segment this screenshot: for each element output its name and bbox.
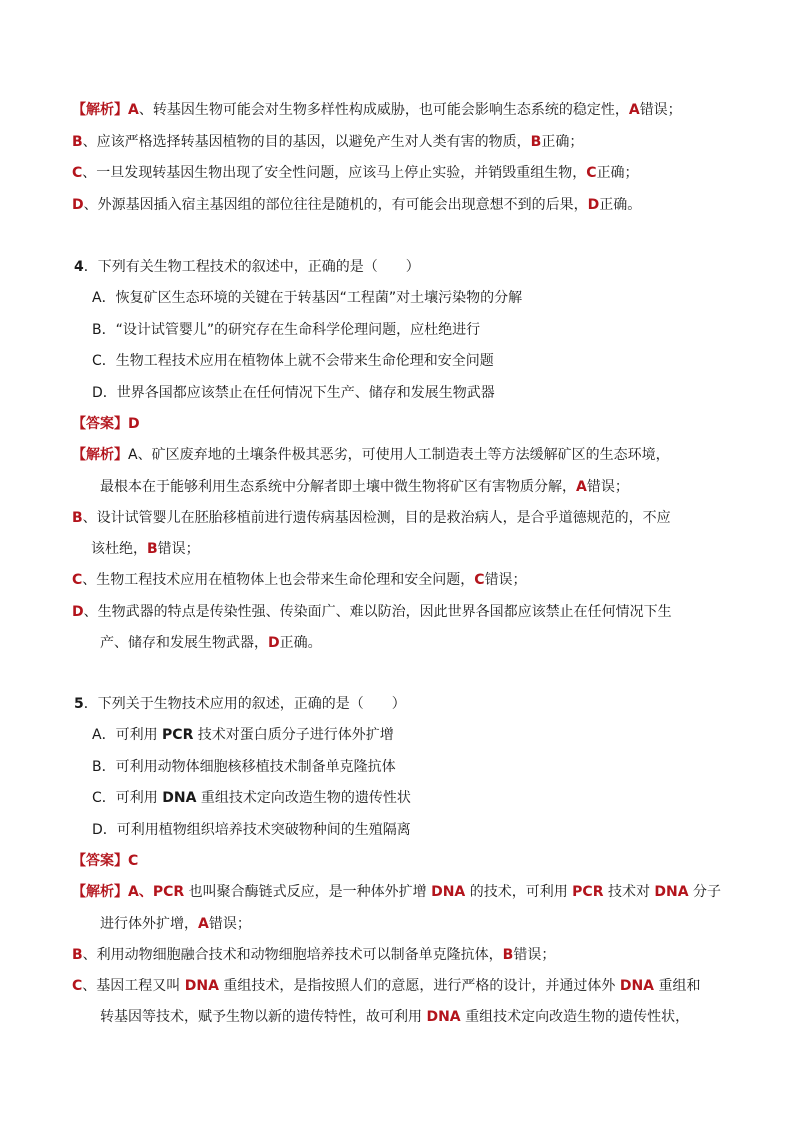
answer-value: C: [128, 853, 139, 869]
analysis-term: DNA: [654, 884, 689, 900]
option-letter: C: [72, 165, 83, 181]
analysis-text: 重组和: [654, 978, 701, 994]
option-letter: C: [72, 572, 83, 588]
q4-option-a: [92, 288, 522, 308]
verdict-letter: B: [530, 134, 542, 150]
analysis-text: 产、储存和发展生物武器，: [100, 635, 268, 651]
analysis-text: 、生物武器的特点是传染性强、传染面广、难以防治，因此世界各国都应该禁止在任何情况下生: [83, 604, 672, 620]
analysis-term: DNA: [619, 978, 655, 994]
analysis-term: DNA: [426, 1009, 461, 1025]
option-text: 技术对蛋白质分子进行体外扩增: [193, 727, 394, 743]
analysis-label: 【解析】: [72, 447, 128, 463]
option-text: 重组技术定向改造生物的遗传性状: [196, 790, 411, 806]
option-letter: B: [72, 510, 83, 526]
option-letter: D: [72, 197, 84, 213]
analysis-text: 的技术，可利用: [465, 884, 573, 900]
analysis-text: 、外源基因插入宿主基因组的部位往往是随机的，有可能会出现意想不到的后果，: [83, 197, 588, 213]
q4-option-c: [92, 351, 494, 371]
verdict-text: 错误；: [513, 947, 556, 963]
verdict-letter: D: [587, 197, 600, 213]
option-letter: B: [72, 134, 83, 150]
q4-analysis-c1: [72, 570, 527, 590]
top-analysis-line-a: [72, 100, 682, 120]
q5-option-b: [92, 757, 396, 777]
verdict-letter: A: [576, 479, 587, 495]
option-text: ．“设计试管婴儿”的研究存在生命科学伦理问题，应杜绝进行: [101, 322, 481, 338]
q4-answer: [72, 414, 140, 434]
answer-value: D: [128, 416, 140, 432]
analysis-text: 该杜绝，: [91, 541, 147, 557]
option-letter: C: [92, 790, 102, 806]
q4-analysis-b1: [72, 508, 671, 528]
question-number: 4: [74, 259, 84, 275]
analysis-text: 、设计试管婴儿在胚胎移植前进行遗传病基因检测，目的是救治病人，是合乎道德规范的，不应: [82, 510, 671, 526]
analysis-text: 重组技术，是指按照人们的意愿，进行严格的设计，并通过体外: [218, 978, 620, 994]
option-letter: B: [92, 322, 102, 338]
question-text: ．下列有关生物工程技术的叙述中，正确的是（ ）: [83, 259, 420, 275]
verdict-text: 正确。: [279, 635, 322, 651]
option-letter: B: [72, 947, 83, 963]
option-term: DNA: [162, 790, 197, 806]
option-text: ．世界各国都应该禁止在任何情况下生产、储存和发展生物武器: [102, 385, 495, 401]
analysis-text: 技术对: [603, 884, 655, 900]
analysis-text: 、基因工程又叫: [82, 978, 185, 994]
analysis-text: 、转基因生物可能会对生物多样性构成威胁，也可能会影响生态系统的稳定性，: [138, 102, 629, 118]
option-text: ．可利用动物体细胞核移植技术制备单克隆抗体: [101, 759, 396, 775]
option-term: PCR: [162, 727, 194, 743]
question-text: ．下列关于生物技术应用的叙述，正确的是（ ）: [83, 696, 406, 712]
q4-analysis-d1: [72, 602, 672, 622]
analysis-text: A、矿区废弃地的土壤条件极其恶劣，可使用人工制造表土等方法缓解矿区的生态环境，: [128, 447, 670, 463]
option-text: ．生物工程技术应用在植物体上就不会带来生命伦理和安全问题: [101, 353, 494, 369]
question-5-stem: [74, 694, 406, 714]
answer-label: 【答案】: [72, 416, 128, 432]
option-letter: D: [92, 822, 103, 838]
option-text: ．可利用植物组织培养技术突破物种间的生殖隔离: [102, 822, 411, 838]
option-letter: C: [72, 978, 83, 994]
analysis-text: 分子: [688, 884, 722, 900]
option-letter: A: [92, 290, 102, 306]
option-letter: D: [72, 604, 84, 620]
q5-analysis-a1: [72, 882, 721, 902]
analysis-term: DNA: [184, 978, 219, 994]
verdict-letter: D: [268, 635, 280, 651]
analysis-term: PCR: [572, 884, 604, 900]
q5-option-c: [92, 788, 411, 808]
option-letter: A: [128, 102, 139, 118]
option-letter: A: [92, 727, 102, 743]
analysis-text: 重组技术定向改造生物的遗传性状，: [460, 1009, 690, 1025]
q5-option-d: [92, 820, 411, 840]
verdict-letter: B: [502, 947, 514, 963]
verdict-letter: A: [198, 916, 209, 932]
analysis-text: 、生物工程技术应用在植物体上也会带来生命伦理和安全问题，: [82, 572, 475, 588]
q4-option-b: [92, 320, 480, 340]
q4-option-d: [92, 383, 495, 403]
analysis-term: DNA: [431, 884, 466, 900]
option-letter: B: [92, 759, 102, 775]
analysis-text: A、: [128, 884, 153, 900]
q4-analysis-b2: [91, 539, 200, 559]
analysis-label: 【解析】: [72, 102, 128, 118]
verdict-text: 正确。: [599, 197, 642, 213]
q5-option-a: [92, 725, 394, 745]
question-number: 5: [74, 696, 84, 712]
q5-analysis-b1: [72, 945, 555, 965]
q5-analysis-a2: [100, 914, 251, 934]
analysis-text: 也叫聚合酶链式反应，是一种体外扩增: [184, 884, 432, 900]
q4-analysis-d2: [100, 633, 322, 653]
answer-label: 【答案】: [72, 853, 128, 869]
analysis-text: 、应该严格选择转基因植物的目的基因，以避免产生对人类有害的物质，: [82, 134, 531, 150]
verdict-text: 错误；: [586, 479, 629, 495]
verdict-text: 错误；: [157, 541, 200, 557]
verdict-letter: A: [628, 102, 640, 118]
top-analysis-line-d: [72, 195, 641, 215]
option-text: ．恢复矿区生态环境的关键在于转基因“工程菌”对土壤污染物的分解: [101, 290, 523, 306]
analysis-text: 、利用动物细胞融合技术和动物细胞培养技术可以制备单克隆抗体，: [82, 947, 503, 963]
verdict-text: 正确；: [596, 165, 639, 181]
analysis-label: 【解析】: [72, 884, 128, 900]
verdict-text: 错误；: [484, 572, 527, 588]
analysis-text: 转基因等技术，赋予生物以新的遗传特性，故可利用: [100, 1009, 427, 1025]
verdict-text: 错误；: [639, 102, 682, 118]
analysis-text: 、一旦发现转基因生物出现了安全性问题，应该马上停止实验，并销毁重组生物，: [82, 165, 587, 181]
q4-analysis-a2: [100, 477, 629, 497]
q5-analysis-c1: [72, 976, 700, 996]
q5-analysis-c2: [100, 1007, 689, 1027]
option-text: ．可利用: [101, 727, 163, 743]
q5-answer: [72, 851, 138, 871]
top-analysis-line-b: [72, 132, 583, 152]
verdict-text: 错误；: [208, 916, 251, 932]
verdict-text: 正确；: [541, 134, 584, 150]
option-text: ．可利用: [101, 790, 163, 806]
option-letter: D: [92, 385, 103, 401]
verdict-letter: C: [474, 572, 485, 588]
analysis-term: PCR: [152, 884, 185, 900]
option-letter: C: [92, 353, 102, 369]
analysis-text: 进行体外扩增，: [100, 916, 198, 932]
question-4-stem: [74, 257, 420, 277]
verdict-letter: B: [147, 541, 158, 557]
analysis-text: 最根本在于能够利用生态系统中分解者即土壤中微生物将矿区有害物质分解，: [100, 479, 576, 495]
top-analysis-line-c: [72, 163, 639, 183]
verdict-letter: C: [586, 165, 597, 181]
q4-analysis-a1: [72, 445, 670, 465]
